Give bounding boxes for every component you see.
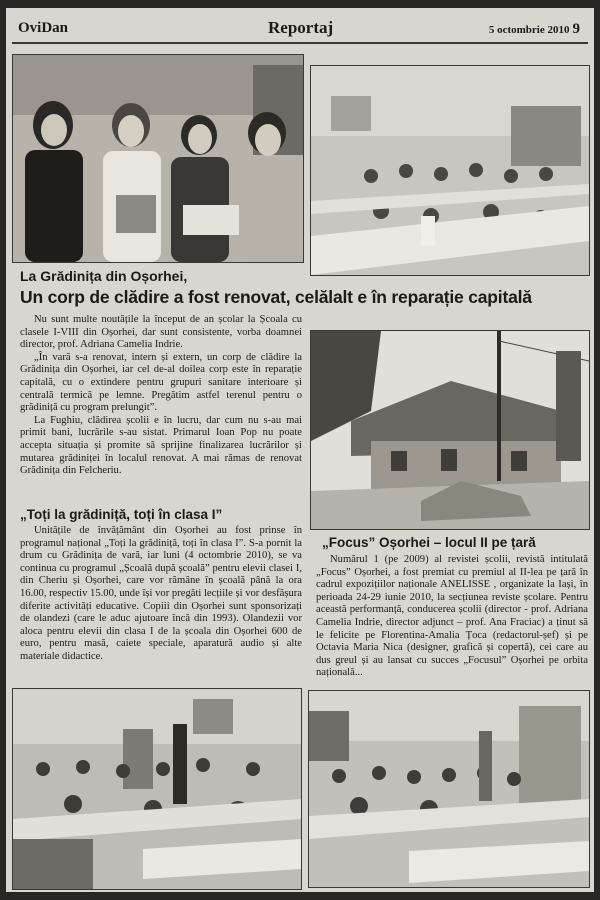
date-text: 5 octombrie 2010: [488, 24, 570, 36]
section3-paragraph: Numărul 1 (pe 2009) al revistei școlii, revistă intitulată „Focus” Oșorhei, a fost premiat cu premiul al II-lea pe țară în cadrul expozițiilor naționale ANELISSE , organizate la Iași, în perioada 24-29 iunie 2010, la secțiunea reviste școlare. Pentru această performanță, conducerea școlii (director - prof. Adriana Camelia Indrie, director adjunct – prof. Ana Fraciac) a ținut să le felicite pe Florentina-Amalia Țoca (redactorul-șef) și pe Octavia Maria Nica (designer, grafică și copertă), cei care au dus greul și au lansat cu succes „Focusul” Oșorhei pe orbita națională...: [316, 554, 588, 679]
section-title-focus: „Focus” Oșorhei – locul II pe țară: [322, 535, 536, 550]
issue-date: [489, 21, 580, 38]
photo-women-with-magazines: [12, 54, 304, 263]
publication-name: OviDan: [18, 20, 69, 36]
page-header: [6, 16, 594, 42]
article-intro-column: [20, 314, 302, 478]
photo-classroom-top: [310, 65, 590, 276]
section3-text: [316, 554, 588, 680]
header-rule: [12, 42, 588, 44]
section2-paragraph: Unitățile de învățământ din Oșorhei au fost prinse în programul național „Toți la grădiniță, toți în clasa I”. S-a pornit la drum cu Grădinița de vară, iar luni (4 octombrie 2010), se va continua cu programul „Școală după școală” pentru elevii clasei I, din Cheriu și Oșorhei, care vor rămâne în școală până la ora 16.00, respectiv 15.00, unde își vor pregăti lecțiile și vor desfășura diferite activități educative. Copiii din Oșorhei sunt sponsorizați de olandezi (care le aduc ajutoare încă din 1993). Olandezii vor aloca pentru elevii din clasa I de la școala din Oșorhei 600 de euro, pentru masă, caiete speciale, aparatură audio și alte materiale didactice.: [20, 525, 302, 662]
newspaper-page: [6, 8, 594, 892]
article-paragraph: Nu sunt multe noutățile la început de an școlar la Școala cu clasele I-VIII din Oșorhei, dar sunt consistente, vorba doamnei director, prof. Adriana Camelia Indrie.: [20, 314, 302, 351]
photo-classroom-bottom-right: [308, 690, 590, 888]
section2-text: [20, 525, 302, 664]
photo-building-renovation: [310, 330, 590, 530]
section-title: Reportaj: [268, 18, 334, 37]
article-paragraph: „În vară s-a renovat, intern și extern, un corp de clădire la Grădinița din Oșorhei, iar cel de-al doilea corp este în reparație capitală, cu o extindere pentru grupuri sanitare interioare și centrală termică pe lemne. Pregătim astfel terenul pentru o grădiniță cu program prelungit”.: [20, 351, 302, 414]
article-kicker: La Grădinița din Oșorhei,: [20, 268, 188, 284]
article-headline: Un corp de clădire a fost renovat, celălalt e în reparație capitală: [20, 287, 532, 307]
photo-classroom-bottom-left: [12, 688, 302, 890]
section-title-toti-la-gradinita: „Toți la grădiniță, toți în clasa I”: [20, 507, 223, 522]
page-number: 9: [572, 21, 580, 37]
article-paragraph: La Fughiu, clădirea școlii e în lucru, dar cum nu s-au mai primit bani, lucrările s-au sistat. Primarul Ioan Pop nu poate accepta situația și promite să sprijine finalizarea lucrărilor și mutarea grădiniței în localul renovat. A mai rămas de renovat Grădinița din Felcheriu.: [20, 414, 302, 477]
